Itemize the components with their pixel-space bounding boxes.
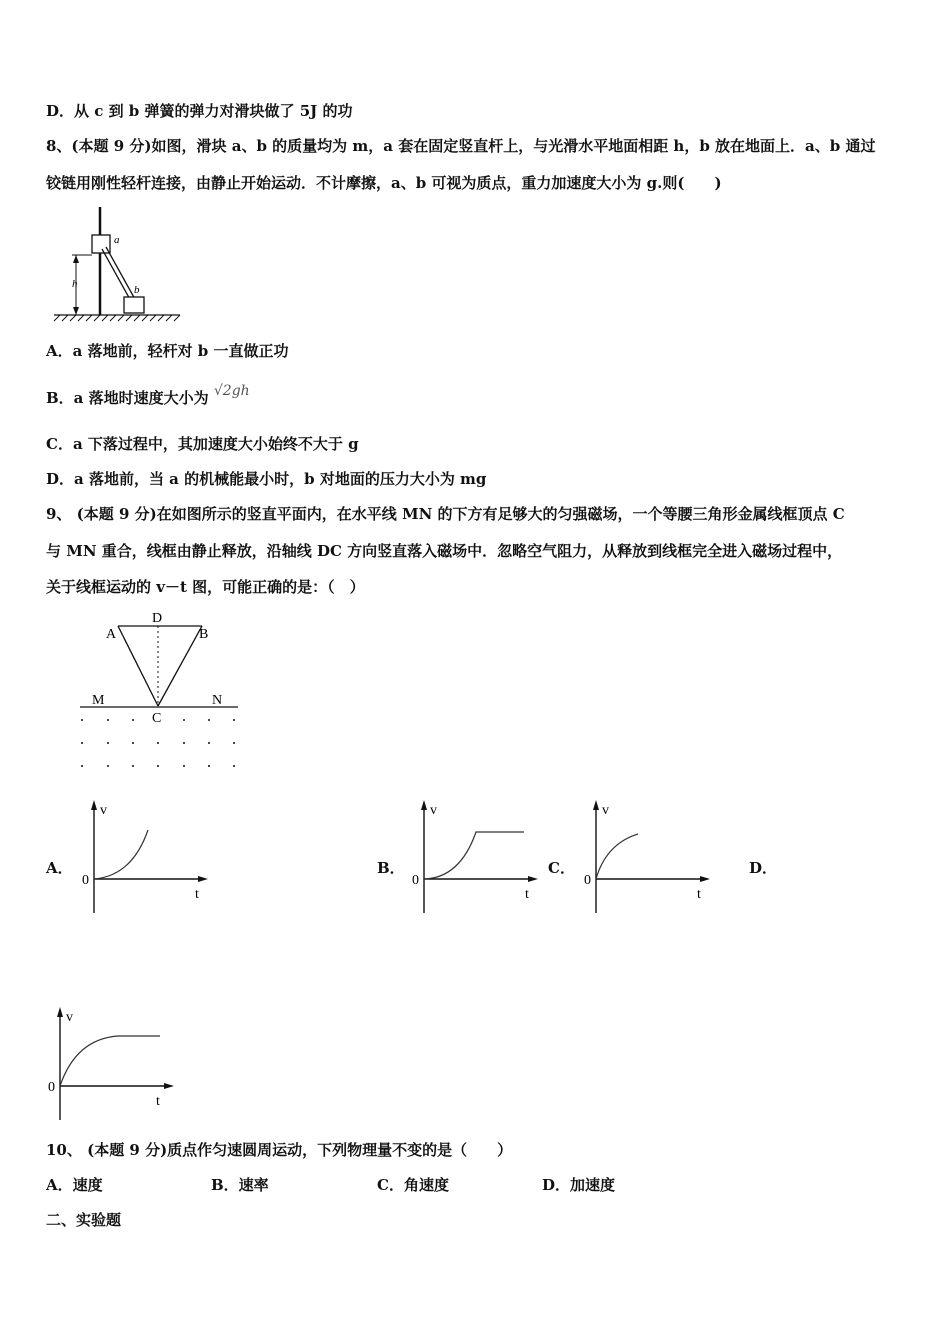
axis-t: t <box>697 887 701 902</box>
q9-option-c-label: C． <box>548 859 575 877</box>
section-title: 二、实验题 <box>46 1211 122 1229</box>
q8-option-d: D．a 落地前，当 a 的机械能最小时，b 对地面的压力大小为 mg <box>46 470 487 488</box>
graph-c <box>582 798 712 918</box>
graph-b <box>410 798 540 918</box>
vertex-C: C <box>152 711 162 726</box>
q9-option-b-label: B． <box>377 859 405 877</box>
axis-origin: 0 <box>48 1080 55 1095</box>
vertex-B: B <box>199 627 209 642</box>
label-N: N <box>212 693 223 708</box>
q8-option-a: A．a 落地前，轻杆对 b 一直做正功 <box>46 342 289 360</box>
q8-stem-line2: 铰链用刚性轻杆连接，由静止开始运动．不计摩擦，a、b 可视为质点，重力加速度大小为 g.则( ) <box>46 174 722 192</box>
axis-origin: 0 <box>412 873 419 888</box>
vertex-A: A <box>106 627 117 642</box>
label-b: b <box>134 284 140 296</box>
q10-option-a: A．速度 <box>46 1176 103 1194</box>
q8-stem-line1: 8、(本题 9 分)如图，滑块 a、b 的质量均为 m，a 套在固定竖直杆上，与光滑水平地面相距 h，b 放在地面上．a、b 通过 <box>46 137 876 155</box>
graph-d <box>46 1005 176 1125</box>
label-M: M <box>92 693 105 708</box>
q8-option-b <box>46 383 250 409</box>
vertex-D: D <box>152 611 163 626</box>
axis-origin: 0 <box>584 873 591 888</box>
axis-origin: 0 <box>82 873 89 888</box>
sqrt-2gh-formula: √2gh <box>213 383 250 399</box>
q10-option-d: D．加速度 <box>542 1176 616 1194</box>
q10-option-c: C．角速度 <box>377 1176 449 1194</box>
q9-option-d-label: D． <box>749 859 778 877</box>
label-h: h <box>72 278 78 290</box>
q9-stem-line3: 关于线框运动的 v－t 图，可能正确的是：（ ） <box>46 578 365 596</box>
graph-a <box>80 798 210 918</box>
axis-t: t <box>156 1094 160 1109</box>
q9-triangle-figure <box>76 606 246 776</box>
q8-option-b-text: B．a 落地时速度大小为 <box>46 389 209 407</box>
axis-v: v <box>602 803 609 818</box>
q10-option-b: B．速率 <box>211 1176 269 1194</box>
axis-t: t <box>195 887 199 902</box>
q8-figure <box>48 205 188 325</box>
q9-stem-line2: 与 MN 重合，线框由静止释放，沿轴线 DC 方向竖直落入磁场中．忽略空气阻力，从释放到线框完全进入磁场过程中， <box>46 542 843 560</box>
axis-v: v <box>100 803 107 818</box>
q9-option-a-label: A． <box>46 859 73 877</box>
q8-option-c: C．a 下落过程中，其加速度大小始终不大于 g <box>46 435 359 453</box>
q10-stem: 10、 (本题 9 分)质点作匀速圆周运动，下列物理量不变的是（ ） <box>46 1141 513 1159</box>
label-a: a <box>114 234 120 246</box>
q9-stem-line1: 9、 (本题 9 分)在如图所示的竖直平面内，在水平线 MN 的下方有足够大的匀强磁场，一个等腰三角形金属线框顶点 C <box>46 505 845 523</box>
axis-t: t <box>525 887 529 902</box>
axis-v: v <box>430 803 437 818</box>
axis-v: v <box>66 1010 73 1025</box>
q7-option-d: D．从 c 到 b 弹簧的弹力对滑块做了 5J 的功 <box>46 102 353 120</box>
